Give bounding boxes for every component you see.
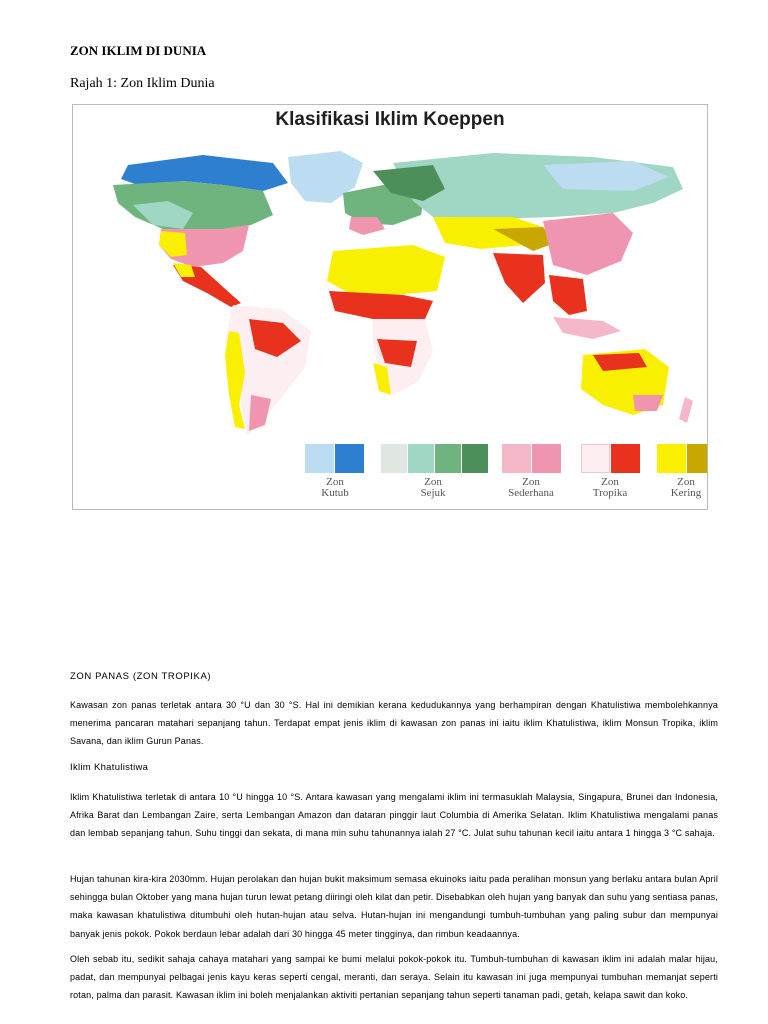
legend-swatch bbox=[305, 444, 334, 473]
legend-swatch bbox=[462, 444, 488, 473]
legend-swatch bbox=[532, 444, 561, 473]
figure-caption: Rajah 1: Zon Iklim Dunia bbox=[70, 76, 215, 91]
map-title: Klasifikasi Iklim Koeppen bbox=[275, 109, 505, 130]
legend-swatch bbox=[381, 444, 407, 473]
legend-swatch bbox=[502, 444, 531, 473]
legend-swatch bbox=[335, 444, 364, 473]
legend-label-sederhana: Zon Sederhana bbox=[508, 476, 554, 499]
koeppen-map-figure bbox=[72, 104, 708, 510]
subheading-iklim-khatulistiwa: Iklim Khatulistiwa bbox=[70, 762, 149, 773]
legend-label-sejuk: Zon Sejuk bbox=[420, 476, 446, 499]
paragraph-iklim-khatulistiwa: Iklim Khatulistiwa terletak di antara 10 °U hingga 10 °S. Antara kawasan yang mengalami iklim ini termasuklah Malaysia, Singapura, Brunei dan Indonesia, Afrika Barat dan Lembangan Zaire, serta Lembangan Amazon dan dataran pinggir laut Columbia di Amerika Selatan. Iklim Khatulistiwa mengalami panas dan lembab sepanjang tahun. Suhu tinggi dan sekata, di mana min suhu tahunannya ialah 27 °C. Julat suhu tahunan kecil iaitu antara 1 hingga 3 °C sahaja. bbox=[70, 792, 718, 839]
section-heading: ZON PANAS (ZON TROPIKA) bbox=[70, 671, 212, 682]
legend-swatch bbox=[657, 444, 686, 473]
document-title: ZON IKLIM DI DUNIA bbox=[70, 43, 207, 58]
legend-swatch bbox=[611, 444, 640, 473]
paragraph-hujan-tahunan: Hujan tahunan kira-kira 2030mm. Hujan perolakan dan hujan bukit maksimum semasa ekuinoks iaitu pada peralihan monsun yang berlaku antara bulan April sehingga bulan Oktober yang mana hujan turun lewat petang diiringi oleh kilat dan petir. Disebabkan oleh hujan yang banyak dan suhu yang sentiasa panas, maka kawasan khatulistiwa ditumbuhi oleh hutan-hujan atau selva. Hutan-hujan ini mengandungi tumbuh-tumbuhan yang paling subur dan mempunyai banyak jenis pokok. Pokok berdaun lebar adalah dari 30 hingga 45 meter tingginya, dan rimbun keadaannya. bbox=[70, 874, 718, 939]
paragraph-tumbuhan: Oleh sebab itu, sedikit sahaja cahaya matahari yang sampai ke bumi melalui pokok-pokok itu. Tumbuh-tumbuhan di kawasan iklim ini adalah malar hijau, padat, dan mempunyai pelbagai jenis kayu keras seperti cengal, meranti, dan seraya. Selain itu kawasan ini juga mempunyai tumbuhan memanjat seperti rotan, palma dan parasit. Kawasan iklim ini boleh menjalankan aktiviti pertanian sepanjang tahun seperti tanaman padi, getah, kelapa sawit dan koko. bbox=[70, 954, 718, 1001]
legend-label-kutub: Zon Kutub bbox=[321, 476, 349, 499]
paragraph-zon-panas: Kawasan zon panas terletak antara 30 °U dan 30 °S. Hal ini demikian kerana kedudukannya yang berhampiran dengan Khatulistiwa membolehkannya menerima pancaran matahari sepanjang tahun. Terdapat empat jenis iklim di kawasan zon panas ini iaitu iklim Khatulistiwa, iklim Monsun Tropika, iklim Savana, dan iklim Gurun Panas. bbox=[70, 700, 718, 747]
legend-swatch bbox=[435, 444, 461, 473]
legend-swatch bbox=[581, 444, 610, 473]
legend-swatch bbox=[687, 444, 708, 473]
legend-label-kering: Zon Kering bbox=[670, 476, 702, 499]
legend-swatch bbox=[408, 444, 434, 473]
legend-label-tropika: Zon Tropika bbox=[592, 476, 628, 499]
